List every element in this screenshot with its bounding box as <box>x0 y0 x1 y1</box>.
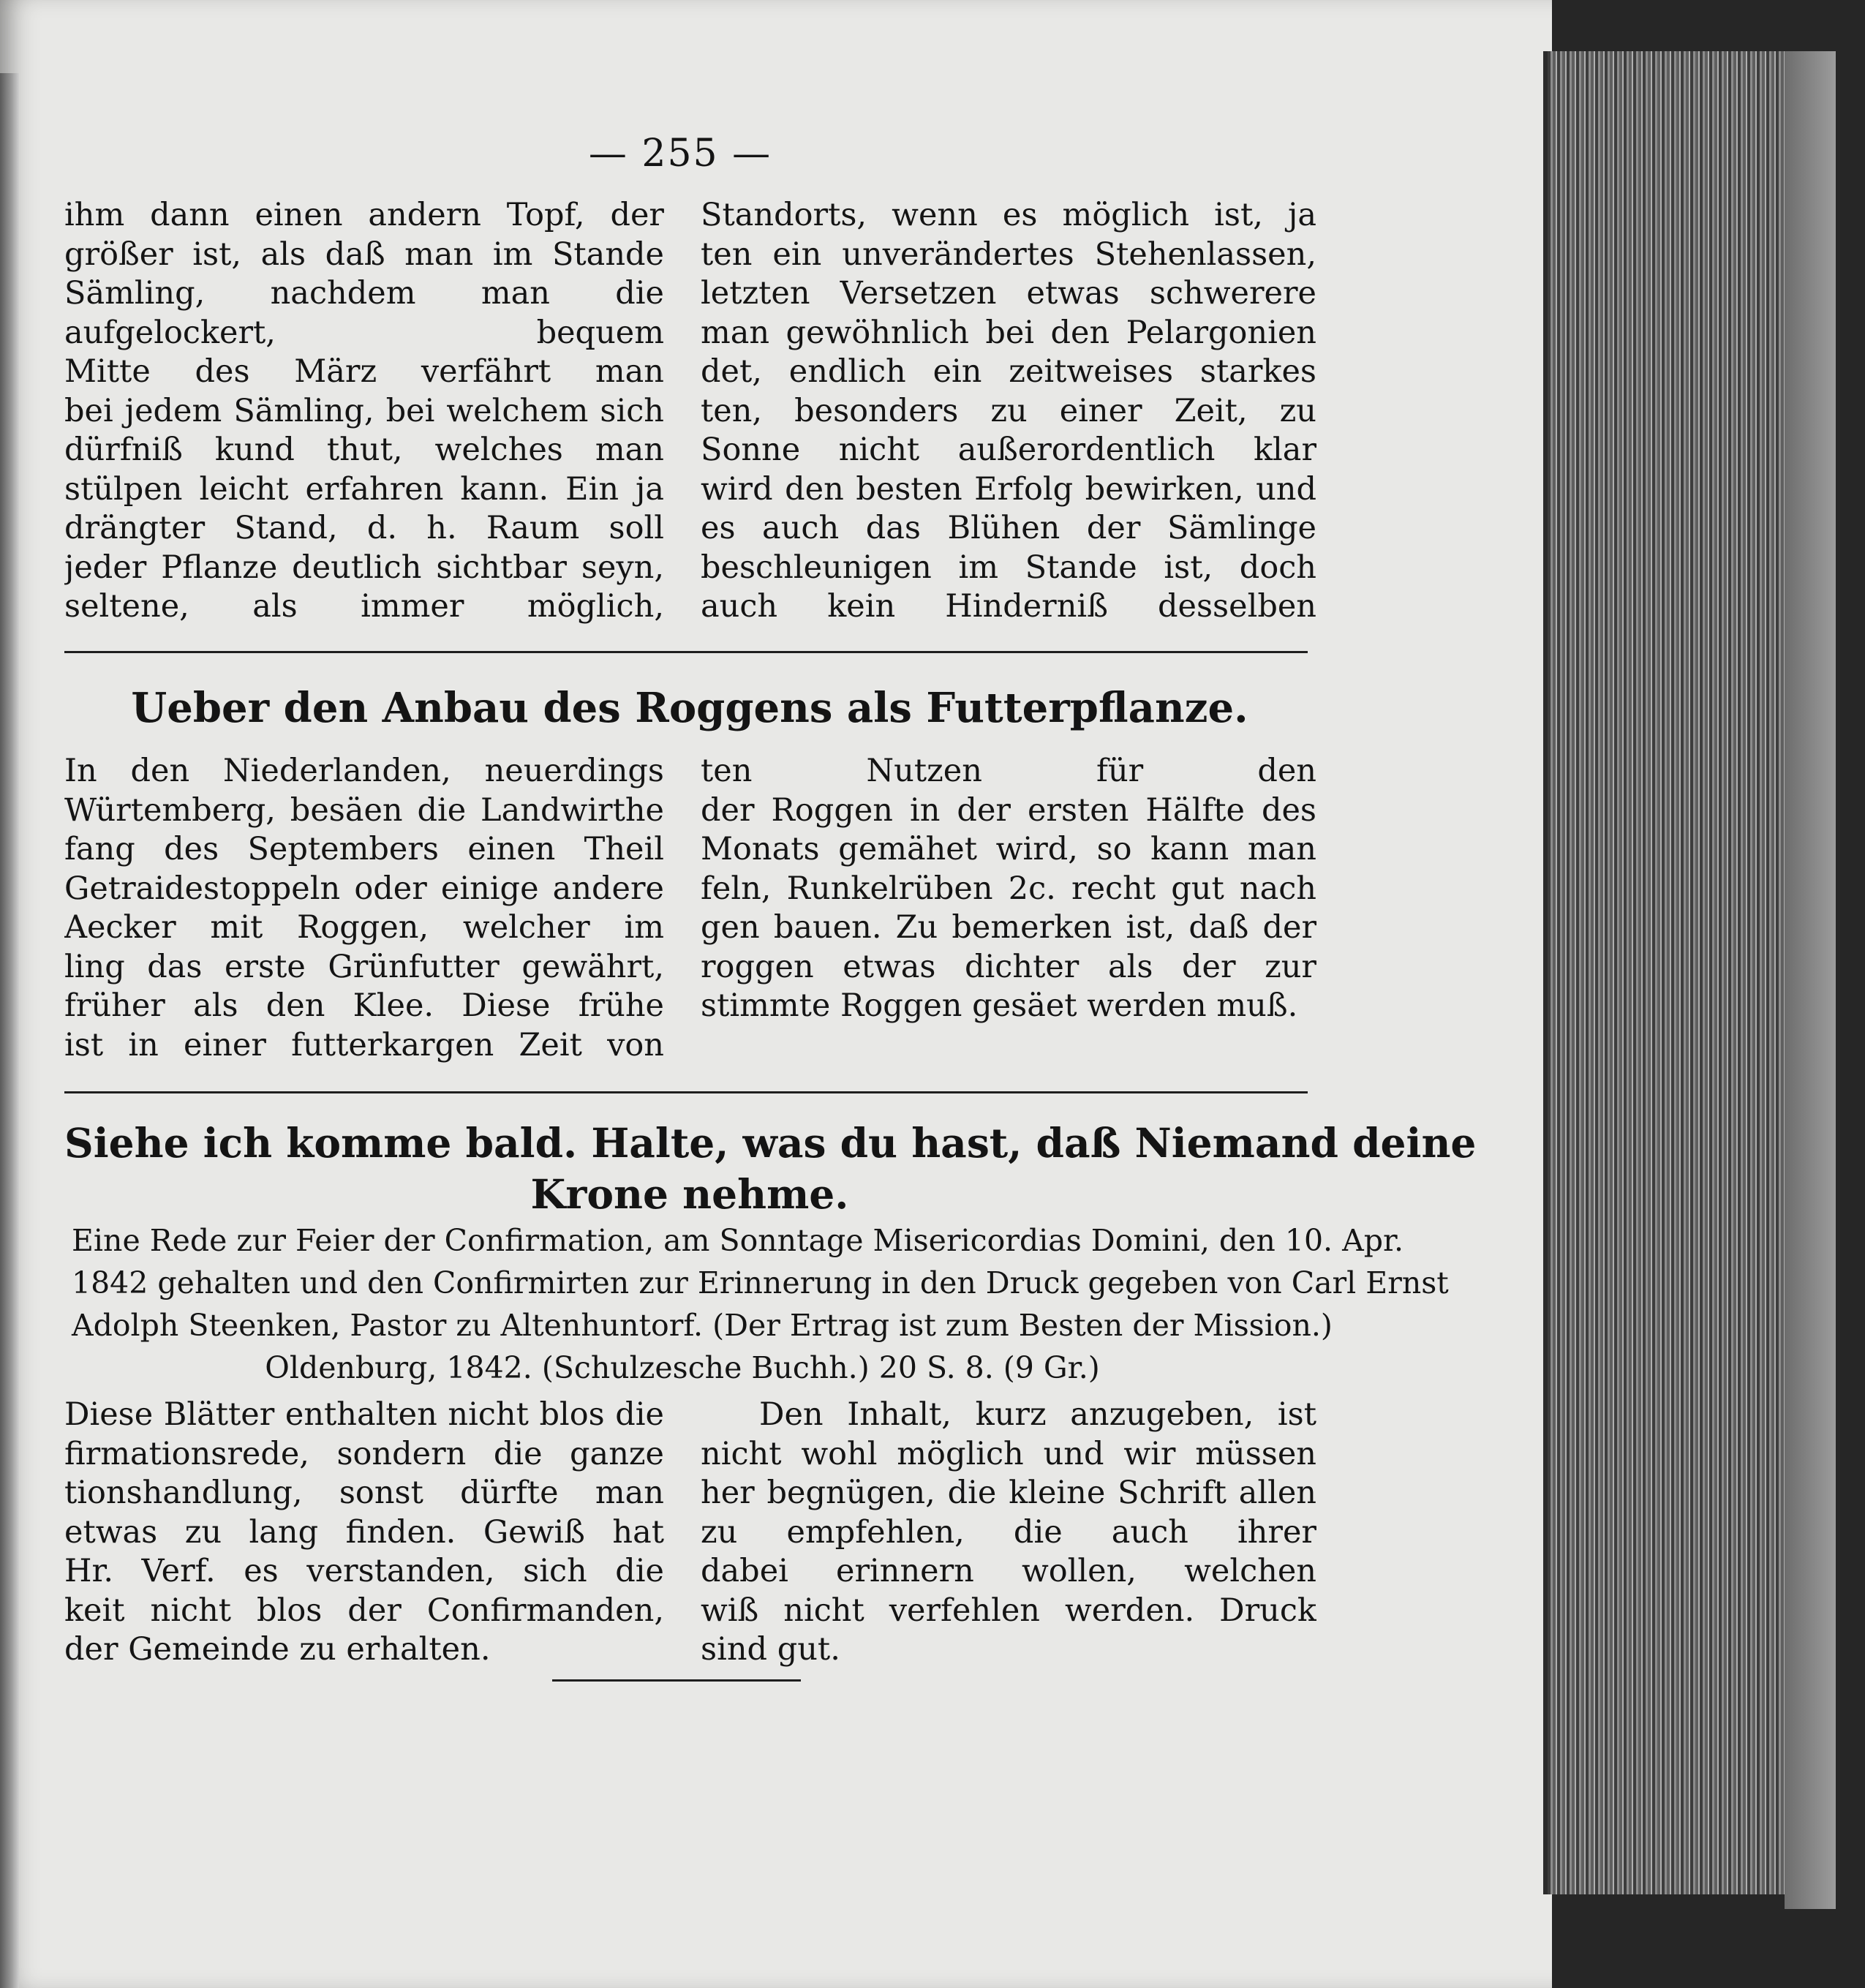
text-line: ten ein unverändertes Stehenlassen, <box>701 236 1316 273</box>
section1-left-column <box>64 196 664 627</box>
text-line: tionshandlung, sonst dürfte man <box>64 1475 664 1511</box>
text-line: man gewöhnlich bei den Pelargonien <box>701 314 1316 351</box>
bibliographic-line: 1842 gehalten und den Confirmirten zur Erinnerung in den Druck gegeben von Carl Ernst <box>72 1265 1449 1300</box>
text-line: roggen etwas dichter als der zur <box>701 948 1316 985</box>
text-line: gen bauen. Zu bemerken ist, daß der <box>701 909 1316 946</box>
text-line: wiß nicht verfehlen werden. Druck <box>701 1592 1316 1629</box>
text-line: ten, besonders zu einer Zeit, zu <box>701 392 1316 429</box>
text-line: es auch das Blühen der Sämlinge <box>701 510 1316 546</box>
text-line: bei jedem Sämling, bei welchem sich <box>64 392 664 429</box>
text-line: der Gemeinde zu erhalten. <box>64 1631 491 1668</box>
text-line: etwas zu lang finden. Gewiß hat <box>64 1513 664 1551</box>
bibliographic-line: Eine Rede zur Feier der Confirmation, am Sonntage Misericordias Domini, den 10. Apr. <box>72 1223 1404 1258</box>
text-line: her begnügen, die kleine Schrift allen <box>701 1475 1316 1511</box>
review-title-line2: Krone nehme. <box>530 1170 849 1218</box>
text-line: Würtemberg, besäen die Landwirthe <box>64 791 664 829</box>
section1-right-column <box>701 196 1316 627</box>
section-divider-2 <box>64 1091 1308 1093</box>
text-line: Sonne nicht außerordentlich klar <box>701 432 1316 468</box>
text-line: keit nicht blos der Confirmanden, <box>64 1592 664 1629</box>
section-divider-1 <box>64 651 1308 653</box>
section2-left-column <box>64 752 664 1065</box>
text-line: Den Inhalt, kurz anzugeben, ist <box>759 1396 1316 1433</box>
text-line: firmationsrede, sondern die ganze <box>64 1435 664 1472</box>
text-line: Sämling, nachdem man die <box>64 275 664 312</box>
bibliographic-line: Adolph Steenken, Pastor zu Altenhuntorf. (Der Ertrag ist zum Besten der Mission.) <box>72 1308 1333 1343</box>
text-line: Diese Blätter enthalten nicht blos die <box>64 1396 664 1433</box>
section2-right-column <box>701 752 1316 1026</box>
text-line: auch kein Hinderniß desselben <box>701 588 1316 625</box>
book-gutter <box>0 73 19 1988</box>
text-line: drängter Stand, d. h. Raum soll <box>64 510 664 546</box>
text-line: ihm dann einen andern Topf, der <box>64 197 664 233</box>
text-line: In den Niederlanden, neuerdings <box>64 753 664 789</box>
text-line: ling das erste Grünfutter gewährt, <box>64 948 664 985</box>
text-line: seltene, als immer möglich, <box>64 588 664 625</box>
text-line: früher als den Klee. Diese frühe <box>64 987 664 1024</box>
end-rule <box>552 1679 801 1682</box>
text-line: zu empfehlen, die auch ihrer <box>701 1513 1316 1551</box>
text-line: Mitte des März verfährt man <box>64 353 664 390</box>
text-line: stülpen leicht erfahren kann. Ein ja <box>64 470 664 508</box>
text-line: dabei erinnern wollen, welchen <box>701 1553 1316 1589</box>
page-number: — 255 — <box>588 132 772 176</box>
text-line: letzten Versetzen etwas schwerere <box>701 275 1316 312</box>
text-line: fang des Septembers einen Theil <box>64 831 664 867</box>
text-line: ist in einer futterkargen Zeit von <box>64 1026 664 1063</box>
text-line: Monats gemähet wird, so kann man <box>701 831 1316 867</box>
text-line: Getraidestoppeln oder einige andere <box>64 870 664 907</box>
text-line: sind gut. <box>701 1631 840 1668</box>
text-line: stimmte Roggen gesäet werden muß. <box>701 987 1298 1024</box>
bibliographic-line: Oldenburg, 1842. (Schulzesche Buchh.) 20 S. 8. (9 Gr.) <box>265 1350 1100 1385</box>
text-line: der Roggen in der ersten Hälfte des <box>701 791 1316 829</box>
article-heading-roggen: Ueber den Anbau des Roggens als Futterpflanze. <box>131 684 1248 732</box>
section3-right-column <box>701 1396 1316 1670</box>
page-edges <box>1543 51 1811 1894</box>
text-line: wird den besten Erfolg bewirken, und <box>701 470 1316 508</box>
text-line: ten Nutzen für den <box>701 753 1316 789</box>
text-line: größer ist, als daß man im Stande <box>64 236 664 273</box>
text-line: aufgelockert, bequem <box>64 314 664 351</box>
text-line: beschleunigen im Stande ist, doch <box>701 549 1316 586</box>
review-title-line1: Siehe ich komme bald. Halte, was du hast, daß Niemand deine <box>64 1119 1477 1167</box>
text-line: Hr. Verf. es verstanden, sich die <box>64 1553 664 1589</box>
text-line: det, endlich ein zeitweises starkes <box>701 353 1316 390</box>
text-line: jeder Pflanze deutlich sichtbar seyn, <box>64 549 664 586</box>
text-line: feln, Runkelrüben 2c. recht gut nach <box>701 870 1316 907</box>
section3-left-column <box>64 1396 664 1670</box>
book-cover-edge <box>1785 51 1836 1909</box>
text-line: dürfniß kund thut, welches man <box>64 432 664 468</box>
text-line: nicht wohl möglich und wir müssen <box>701 1435 1316 1472</box>
text-line: Aecker mit Roggen, welcher im <box>64 909 664 946</box>
text-line: Standorts, wenn es möglich ist, ja <box>701 197 1316 233</box>
